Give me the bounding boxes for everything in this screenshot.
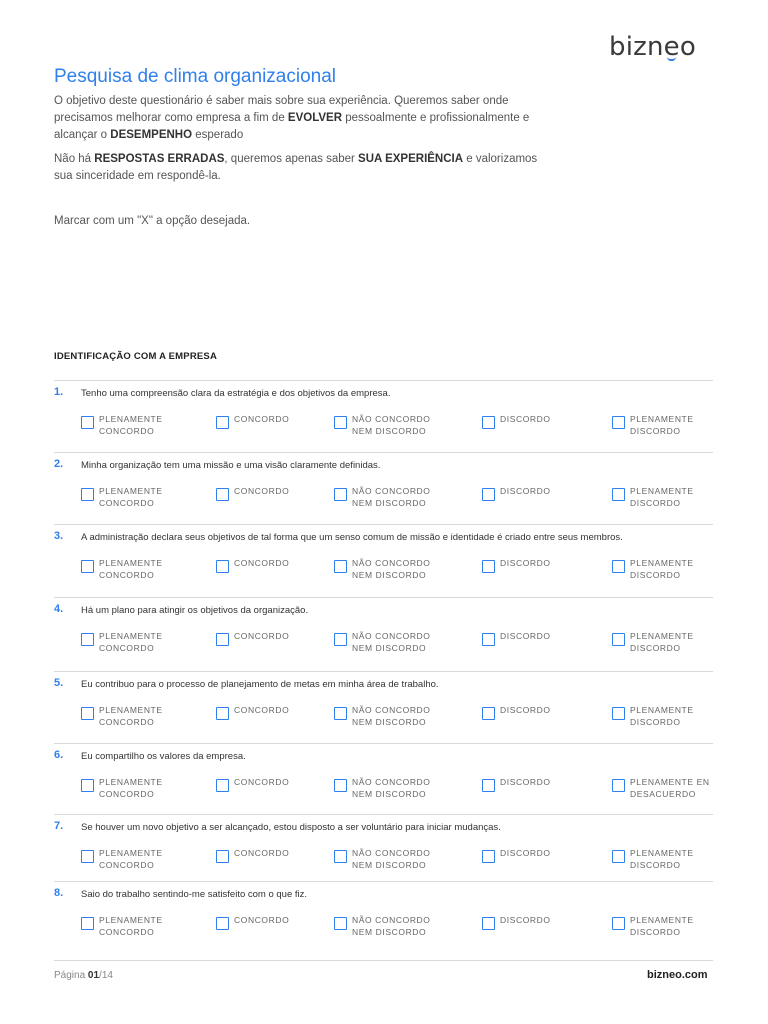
checkbox[interactable] — [612, 779, 625, 792]
answer-option[interactable] — [216, 413, 324, 429]
answer-option[interactable] — [612, 704, 720, 728]
answer-option-label: NÃO CONCORDO NEM DISCORDO — [352, 486, 431, 508]
answer-option[interactable] — [81, 914, 189, 938]
checkbox[interactable] — [482, 560, 495, 573]
answer-option-label: PLENAMENTE CONCORDO — [99, 486, 163, 508]
answer-option[interactable] — [216, 557, 324, 573]
body-text: pessoalmente e profissionalmente e alcançar o — [54, 112, 530, 141]
answer-option-label: PLENAMENTE CONCORDO — [99, 414, 163, 436]
answer-option-label: NÃO CONCORDO NEM DISCORDO — [352, 915, 431, 937]
answer-option[interactable] — [334, 413, 442, 437]
answer-option[interactable] — [81, 630, 189, 654]
checkbox[interactable] — [334, 488, 347, 501]
answer-option[interactable] — [81, 413, 189, 437]
answer-option[interactable] — [216, 485, 324, 501]
answer-option-label: PLENAMENTE EN DESACUERDO — [630, 777, 710, 799]
page-number — [54, 970, 113, 981]
answer-option-label: CONCORDO — [234, 558, 290, 568]
answer-option[interactable] — [482, 847, 590, 863]
checkbox[interactable] — [482, 707, 495, 720]
body-text: esperado — [192, 129, 244, 141]
answer-option-label: CONCORDO — [234, 777, 290, 787]
answer-option-label: NÃO CONCORDO NEM DISCORDO — [352, 558, 431, 580]
question-divider — [54, 814, 713, 815]
question-divider — [54, 881, 713, 882]
checkbox[interactable] — [334, 779, 347, 792]
footer-site-link[interactable]: bizneo.com — [647, 969, 708, 981]
checkbox[interactable] — [612, 488, 625, 501]
emphasis-text: SUA EXPERIÊNCIA — [358, 153, 464, 165]
answer-option-label: DISCORDO — [500, 915, 551, 925]
checkbox[interactable] — [216, 633, 229, 646]
checkbox[interactable] — [216, 917, 229, 930]
answer-option-label: PLENAMENTE CONCORDO — [99, 915, 163, 937]
checkbox[interactable] — [334, 416, 347, 429]
answer-option[interactable] — [612, 914, 720, 938]
emphasis-text: DESEMPENHO — [110, 129, 193, 141]
checkbox[interactable] — [81, 416, 94, 429]
answer-option-label: NÃO CONCORDO NEM DISCORDO — [352, 631, 431, 653]
answer-option-label: PLENAMENTE DISCORDO — [630, 414, 694, 436]
answer-option-label: PLENAMENTE DISCORDO — [630, 631, 694, 653]
checkbox[interactable] — [81, 488, 94, 501]
answer-option-label: DISCORDO — [500, 848, 551, 858]
page-total: /14 — [99, 970, 113, 981]
intro-paragraph-2 — [54, 151, 554, 185]
answer-option[interactable] — [612, 847, 720, 871]
answer-option[interactable] — [334, 704, 442, 728]
checkbox[interactable] — [612, 707, 625, 720]
answer-option[interactable] — [334, 485, 442, 509]
answer-option-label: CONCORDO — [234, 705, 290, 715]
answer-option[interactable] — [482, 776, 590, 792]
answer-option[interactable] — [81, 847, 189, 871]
checkbox[interactable] — [81, 707, 94, 720]
answer-option[interactable] — [334, 776, 442, 800]
checkbox[interactable] — [216, 560, 229, 573]
answer-option-label: NÃO CONCORDO NEM DISCORDO — [352, 848, 431, 870]
question-number: 5. — [54, 677, 64, 689]
checkbox[interactable] — [81, 560, 94, 573]
checkbox[interactable] — [81, 633, 94, 646]
answer-option-label: DISCORDO — [500, 631, 551, 641]
answer-option[interactable] — [81, 485, 189, 509]
answer-option[interactable] — [81, 557, 189, 581]
checkbox[interactable] — [482, 633, 495, 646]
question-text: Se houver um novo objetivo a ser alcançado, estou disposto a ser voluntário para iniciar mudanças. — [81, 822, 501, 833]
checkbox[interactable] — [482, 488, 495, 501]
question-number: 1. — [54, 386, 64, 398]
answer-option[interactable] — [612, 557, 720, 581]
answer-option-label: NÃO CONCORDO NEM DISCORDO — [352, 705, 431, 727]
answer-option[interactable] — [216, 704, 324, 720]
question-divider — [54, 524, 713, 525]
checkbox[interactable] — [612, 560, 625, 573]
checkbox[interactable] — [216, 416, 229, 429]
answer-option[interactable] — [482, 704, 590, 720]
answer-option[interactable] — [612, 413, 720, 437]
checkbox[interactable] — [612, 917, 625, 930]
checkbox[interactable] — [81, 850, 94, 863]
checkbox[interactable] — [216, 707, 229, 720]
checkbox[interactable] — [216, 850, 229, 863]
question-text: A administração declara seus objetivos de tal forma que um senso comum de missão e identidade é criado entre seus membros. — [81, 532, 623, 543]
answer-option[interactable] — [216, 630, 324, 646]
question-text: Tenho uma compreensão clara da estratégia e dos objetivos da empresa. — [81, 388, 391, 399]
answer-option-label: PLENAMENTE DISCORDO — [630, 486, 694, 508]
question-divider — [54, 597, 713, 598]
checkbox[interactable] — [334, 917, 347, 930]
question-number: 8. — [54, 887, 64, 899]
footer-divider — [54, 960, 713, 961]
answer-option-label: NÃO CONCORDO NEM DISCORDO — [352, 777, 431, 799]
checkbox[interactable] — [482, 416, 495, 429]
answer-option[interactable] — [612, 776, 720, 800]
checkbox[interactable] — [612, 850, 625, 863]
answer-option[interactable] — [482, 914, 590, 930]
question-number: 3. — [54, 530, 64, 542]
question-text: Há um plano para atingir os objetivos da organização. — [81, 605, 309, 616]
body-text: , queremos apenas saber — [224, 153, 359, 165]
answer-option-label: PLENAMENTE CONCORDO — [99, 777, 163, 799]
intro-instruction: Marcar com um "X" a opção desejada. — [54, 215, 251, 227]
answer-option-label: NÃO CONCORDO NEM DISCORDO — [352, 414, 431, 436]
intro-paragraph-1 — [54, 93, 554, 144]
answer-option-label: DISCORDO — [500, 486, 551, 496]
checkbox[interactable] — [612, 416, 625, 429]
question-number: 4. — [54, 603, 64, 615]
answer-option[interactable] — [612, 485, 720, 509]
answer-option-label: PLENAMENTE CONCORDO — [99, 848, 163, 870]
checkbox[interactable] — [81, 917, 94, 930]
emphasis-text: EVOLVER — [287, 112, 343, 124]
answer-option-label: PLENAMENTE DISCORDO — [630, 915, 694, 937]
question-text: Saio do trabalho sentindo-me satisfeito com o que fiz. — [81, 889, 308, 900]
question-text: Minha organização tem uma missão e uma visão claramente definidas. — [81, 460, 381, 471]
emphasis-text: RESPOSTAS ERRADAS — [94, 153, 225, 165]
body-text: O objetivo deste questionário é saber mais sobre sua experiência. Queremos saber onde precisamos melhorar como empresa a fim de — [54, 95, 509, 124]
answer-option-label: PLENAMENTE DISCORDO — [630, 848, 694, 870]
question-divider — [54, 671, 713, 672]
section-title: IDENTIFICAÇÃO COM A EMPRESA — [54, 351, 218, 362]
checkbox[interactable] — [81, 779, 94, 792]
answer-option[interactable] — [216, 847, 324, 863]
answer-option[interactable] — [612, 630, 720, 654]
answer-option-label: PLENAMENTE DISCORDO — [630, 558, 694, 580]
checkbox[interactable] — [334, 850, 347, 863]
answer-option[interactable] — [81, 704, 189, 728]
checkbox[interactable] — [334, 707, 347, 720]
answer-option[interactable] — [216, 776, 324, 792]
logo-text: bizneo — [609, 32, 696, 62]
answer-option[interactable] — [216, 914, 324, 930]
question-text: Eu contribuo para o processo de planejamento de metas em minha área de trabalho. — [81, 679, 439, 690]
checkbox[interactable] — [482, 917, 495, 930]
answer-option[interactable] — [482, 630, 590, 646]
question-number: 7. — [54, 820, 64, 832]
answer-option-label: DISCORDO — [500, 777, 551, 787]
checkbox[interactable] — [482, 779, 495, 792]
checkbox[interactable] — [334, 560, 347, 573]
checkbox[interactable] — [216, 488, 229, 501]
answer-option[interactable] — [482, 485, 590, 501]
answer-option-label: PLENAMENTE CONCORDO — [99, 631, 163, 653]
question-number: 6. — [54, 749, 64, 761]
page-current: 01 — [87, 970, 100, 981]
answer-option[interactable] — [482, 557, 590, 573]
question-divider — [54, 743, 713, 744]
answer-option-label: CONCORDO — [234, 486, 290, 496]
answer-option[interactable] — [334, 630, 442, 654]
body-text: Não há — [54, 153, 95, 165]
body-text: e valorizamos sua sinceridade em respondê-la. — [54, 153, 538, 182]
answer-option-label: PLENAMENTE CONCORDO — [99, 705, 163, 727]
answer-option[interactable] — [81, 776, 189, 800]
answer-option[interactable] — [334, 847, 442, 871]
answer-option-label: CONCORDO — [234, 631, 290, 641]
answer-option[interactable] — [482, 413, 590, 429]
answer-option-label: DISCORDO — [500, 705, 551, 715]
answer-option[interactable] — [334, 914, 442, 938]
answer-option-label: CONCORDO — [234, 848, 290, 858]
answer-option-label: PLENAMENTE CONCORDO — [99, 558, 163, 580]
checkbox[interactable] — [216, 779, 229, 792]
answer-option-label: CONCORDO — [234, 414, 290, 424]
answer-option-label: PLENAMENTE DISCORDO — [630, 705, 694, 727]
checkbox[interactable] — [612, 633, 625, 646]
page-title: Pesquisa de clima organizacional — [54, 66, 336, 87]
checkbox[interactable] — [334, 633, 347, 646]
answer-option-label: DISCORDO — [500, 558, 551, 568]
question-divider — [54, 380, 713, 381]
question-divider — [54, 452, 713, 453]
answer-option[interactable] — [334, 557, 442, 581]
question-text: Eu compartilho os valores da empresa. — [81, 751, 246, 762]
answer-option-label: CONCORDO — [234, 915, 290, 925]
answer-option-label: DISCORDO — [500, 414, 551, 424]
question-number: 2. — [54, 458, 64, 470]
page-label: Página — [54, 970, 86, 981]
checkbox[interactable] — [482, 850, 495, 863]
